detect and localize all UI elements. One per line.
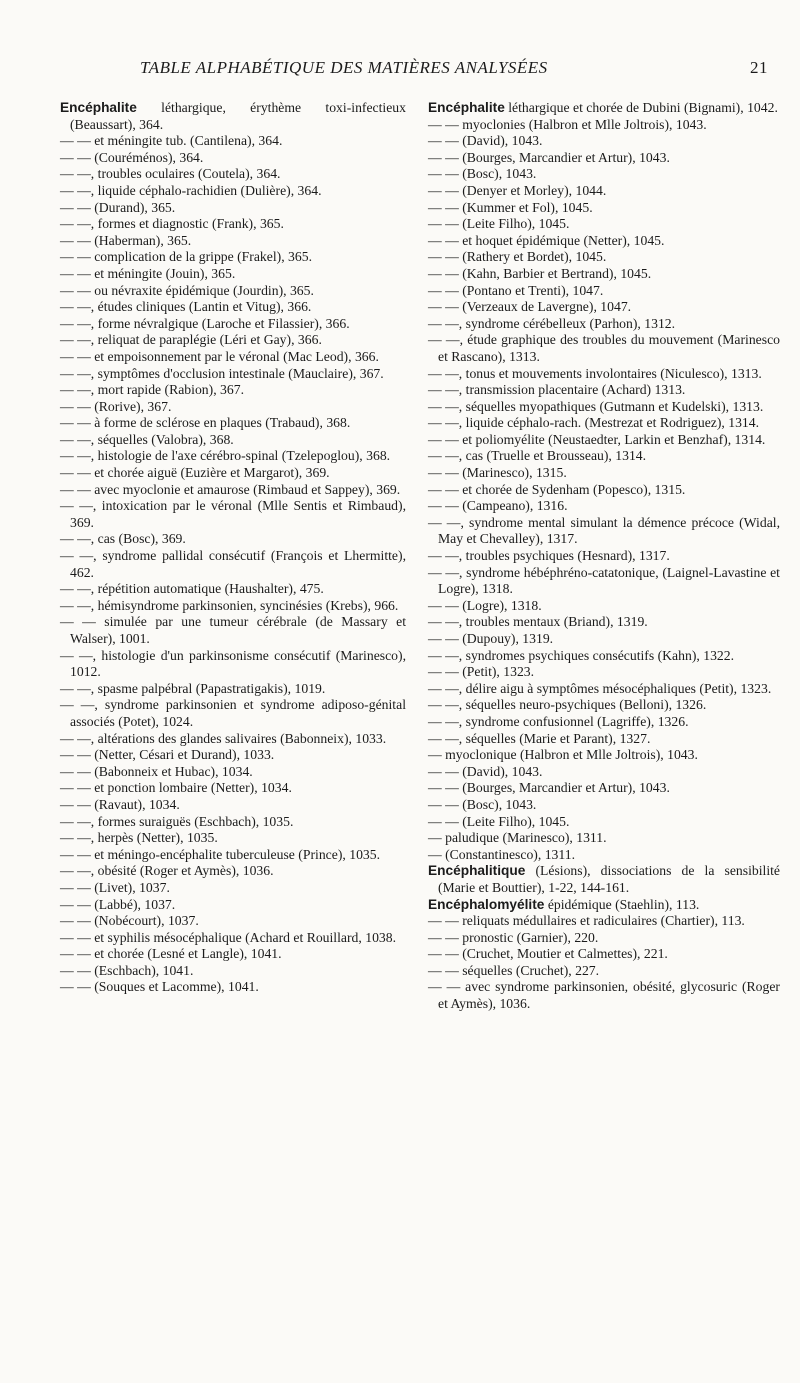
index-entry: — — (Pontano et Trenti), 1047. <box>428 282 604 298</box>
index-entry: — — et méningite tub. (Cantilena), 364. <box>60 133 283 149</box>
index-entry: — — (Haberman), 365. <box>60 232 192 248</box>
index-entry: — — et chorée de Sydenham (Popesco), 1315. <box>428 481 686 497</box>
page-number: 21 <box>750 58 768 77</box>
index-entry: — — (Eschbach), 1041. <box>60 962 194 978</box>
index-entry: — — (Durand), 365. <box>60 199 176 215</box>
index-entry: Encéphalomyélite épidémique (Staehlin), 113. <box>428 896 700 912</box>
index-entry: — — (Petit), 1323. <box>428 664 535 680</box>
index-entry: — — (Bosc), 1043. <box>428 166 537 182</box>
index-entry: — — myoclonies (Halbron et Mlle Joltrois), 1043. <box>428 116 707 132</box>
index-entry: — —, séquelles (Marie et Parant), 1327. <box>428 730 651 746</box>
index-column-right <box>428 100 780 1013</box>
index-entry: — —, troubles psychiques (Hesnard), 1317. <box>428 548 670 564</box>
index-entry: — — (Ravaut), 1034. <box>60 796 180 812</box>
index-entry: — —, séquelles (Valobra), 368. <box>60 431 234 447</box>
index-entry: — — et ponction lombaire (Netter), 1034. <box>60 780 292 796</box>
index-entry: — —, séquelles myopathiques (Gutmann et Kudelski), 1313. <box>428 398 764 414</box>
index-entry: — (Constantinesco), 1311. <box>428 846 575 862</box>
index-entry: — —, formes suraiguës (Eschbach), 1035. <box>60 813 294 829</box>
index-entry: — —, cas (Bosc), 369. <box>60 531 186 547</box>
index-entry: — —, répétition automatique (Haushalter), 475. <box>60 581 324 597</box>
index-entry: — —, séquelles neuro-psychiques (Belloni), 1326. <box>428 697 707 713</box>
index-entry: — — (Souques et Lacomme), 1041. <box>60 979 259 995</box>
index-entry: — —, altérations des glandes salivaires (Babonneix), 1033. <box>60 730 387 746</box>
index-entry: Encéphalite léthargique et chorée de Dubini (Bignami), 1042. <box>428 100 778 115</box>
index-entry: — —, étude graphique des troubles du mouvement (Marinesco et Rascano), 1313. <box>428 332 780 364</box>
index-entry: — — (Netter, Césari et Durand), 1033. <box>60 747 275 763</box>
index-entry: — — et syphilis mésocéphalique (Achard et Rouillard, 1038. <box>60 929 397 945</box>
index-entry: — — (Logre), 1318. <box>428 597 542 613</box>
running-title: TABLE ALPHABÉTIQUE DES MATIÈRES ANALYSÉES <box>140 58 548 77</box>
index-entry: — — et hoquet épidémique (Netter), 1045. <box>428 232 665 248</box>
index-entry: — — (Couréménos), 364. <box>60 149 204 165</box>
index-entry: — — (Cruchet, Moutier et Calmettes), 221. <box>428 946 668 962</box>
index-entry: — — séquelles (Cruchet), 227. <box>428 962 600 978</box>
index-entry: — — (David), 1043. <box>428 133 543 149</box>
index-entry: — —, mort rapide (Rabion), 367. <box>60 382 244 398</box>
index-entry: — —, syndrome hébéphréno-catatonique, (Laignel-Lavastine et Logre), 1318. <box>428 564 780 597</box>
index-entry: — —, troubles mentaux (Briand), 1319. <box>428 614 648 630</box>
index-entry: — — et chorée (Lesné et Langle), 1041. <box>60 946 282 962</box>
index-entry: — — et empoisonnement par le véronal (Mac Leod), 366. <box>60 348 379 364</box>
index-entry: — — avec myoclonie et amaurose (Rimbaud et Sappey), 369. <box>60 481 401 497</box>
index-entry: — — (Bosc), 1043. <box>428 796 537 812</box>
index-entry: — —, transmission placentaire (Achard) 1313. <box>428 382 686 398</box>
index-entry: Encéphalitique (Lésions), dissociations de la sensibilité (Marie et Bouttier), 1-22, 144-161. <box>428 863 780 895</box>
index-entry: — paludique (Marinesco), 1311. <box>428 830 607 846</box>
index-entry: — — (Dupouy), 1319. <box>428 631 554 646</box>
index-entry: — myoclonique (Halbron et Mlle Joltrois), 1043. <box>428 747 698 763</box>
index-entry: — —, syndrome confusionnel (Lagriffe), 1326. <box>428 713 689 729</box>
index-entry: — —, syndromes psychiques consécutifs (Kahn), 1322. <box>428 647 735 663</box>
index-entry: — —, intoxication par le véronal (Mlle Sentis et Rimbaud), 369. <box>60 498 406 530</box>
index-entry: — —, tonus et mouvements involontaires (Niculesco), 1313. <box>428 365 762 381</box>
index-entry: — — (Denyer et Morley), 1044. <box>428 182 607 198</box>
index-entry: — —, formes et diagnostic (Frank), 365. <box>60 216 284 232</box>
index-entry: — — (Leite Filho), 1045. <box>428 813 570 829</box>
index-entry: — —, obésité (Roger et Aymès), 1036. <box>60 863 274 879</box>
index-entry: — — et méningite (Jouin), 365. <box>60 265 236 281</box>
index-entry: — — (Nobécourt), 1037. <box>60 913 199 929</box>
index-entry: — —, histologie de l'axe cérébro-spinal (Tzelepoglou), 368. <box>60 448 391 464</box>
index-entry: — —, cas (Truelle et Brousseau), 1314. <box>428 448 647 464</box>
index-entry: — — complication de la grippe (Frakel), 365. <box>60 249 313 265</box>
index-entry: — —, symptômes d'occlusion intestinale (Mauclaire), 367. <box>60 365 384 381</box>
index-entry: — —, liquide céphalo-rach. (Mestrezat et Rodriguez), 1314. <box>428 415 760 431</box>
index-entry: — —, syndrome pallidal consécutif (François et Lhermitte), 462. <box>60 548 406 580</box>
index-entry: Encéphalite léthargique, érythème toxi-infectieux (Beaussart), 364. <box>60 100 406 132</box>
index-entry: — — reliquats médullaires et radiculaires (Chartier), 113. <box>428 913 745 929</box>
index-entry: — —, reliquat de paraplégie (Léri et Gay), 366. <box>60 332 322 348</box>
index-entry: — — avec syndrome parkinsonien, obésité, glycosuric (Roger et Aymès), 1036. <box>428 979 780 1012</box>
index-entry: — —, syndrome cérébelleux (Parhon), 1312. <box>428 315 676 331</box>
index-entry: — — (Rathery et Bordet), 1045. <box>428 249 607 265</box>
index-entry: — — (Leite Filho), 1045. <box>428 216 570 232</box>
index-entry: — — (David), 1043. <box>428 763 543 779</box>
index-entry: — — et chorée aiguë (Euzière et Margarot), 369. <box>60 465 330 481</box>
index-entry: — —, syndrome parkinsonien et syndrome adiposo-génital associés (Potet), 1024. <box>60 697 406 729</box>
index-entry: — —, troubles oculaires (Coutela), 364. <box>60 166 281 182</box>
index-entry: — — et méningo-encéphalite tuberculeuse (Prince), 1035. <box>60 846 381 862</box>
index-entry: — — et poliomyélite (Neustaedter, Larkin et Benzhaf), 1314. <box>428 431 766 447</box>
index-entry: — — (Rorive), 367. <box>60 398 172 414</box>
index-entry: — — (Labbé), 1037. <box>60 896 176 912</box>
index-entry: — —, hémisyndrome parkinsonien, syncinésies (Krebs), 966. <box>60 597 399 613</box>
index-entry: — — (Livet), 1037. <box>60 879 170 895</box>
index-entry: — — ou névraxite épidémique (Jourdin), 365. <box>60 282 314 298</box>
running-header <box>60 58 772 88</box>
index-entry: — — (Marinesco), 1315. <box>428 465 567 481</box>
index-entry: — — (Babonneix et Hubac), 1034. <box>60 763 253 779</box>
index-entry: — — à forme de sclérose en plaques (Trabaud), 368. <box>60 415 351 431</box>
index-entry: — —, syndrome mental simulant la démence précoce (Widal, May et Chevalley), 1317. <box>428 514 780 547</box>
index-entry: — —, liquide céphalo-rachidien (Dulière), 364. <box>60 182 322 198</box>
index-entry: — —, histologie d'un parkinsonisme consécutif (Marinesco), 1012. <box>60 647 406 680</box>
index-entry: — — (Verzeaux de Lavergne), 1047. <box>428 299 632 315</box>
index-entry: — —, études cliniques (Lantin et Vitug), 366. <box>60 299 312 315</box>
index-entry: — —, spasme palpébral (Papastratigakis), 1019. <box>60 680 326 696</box>
index-entry: — — (Kahn, Barbier et Bertrand), 1045. <box>428 265 652 281</box>
index-entry: — — (Bourges, Marcandier et Artur), 1043. <box>428 149 670 165</box>
index-column-left <box>60 100 406 996</box>
index-entry: — —, délire aigu à symptômes mésocéphaliques (Petit), 1323. <box>428 680 772 696</box>
index-entry: — — simulée par une tumeur cérébrale (de Massary et Walser), 1001. <box>60 614 406 646</box>
index-entry: — —, herpès (Netter), 1035. <box>60 830 218 846</box>
index-entry: — — (Kummer et Fol), 1045. <box>428 199 593 215</box>
index-entry: — — (Campeano), 1316. <box>428 498 568 514</box>
index-entry: — — (Bourges, Marcandier et Artur), 1043. <box>428 780 670 796</box>
index-entry: — —, forme névralgique (Laroche et Filassier), 366. <box>60 315 350 331</box>
index-entry: — — pronostic (Garnier), 220. <box>428 929 599 945</box>
